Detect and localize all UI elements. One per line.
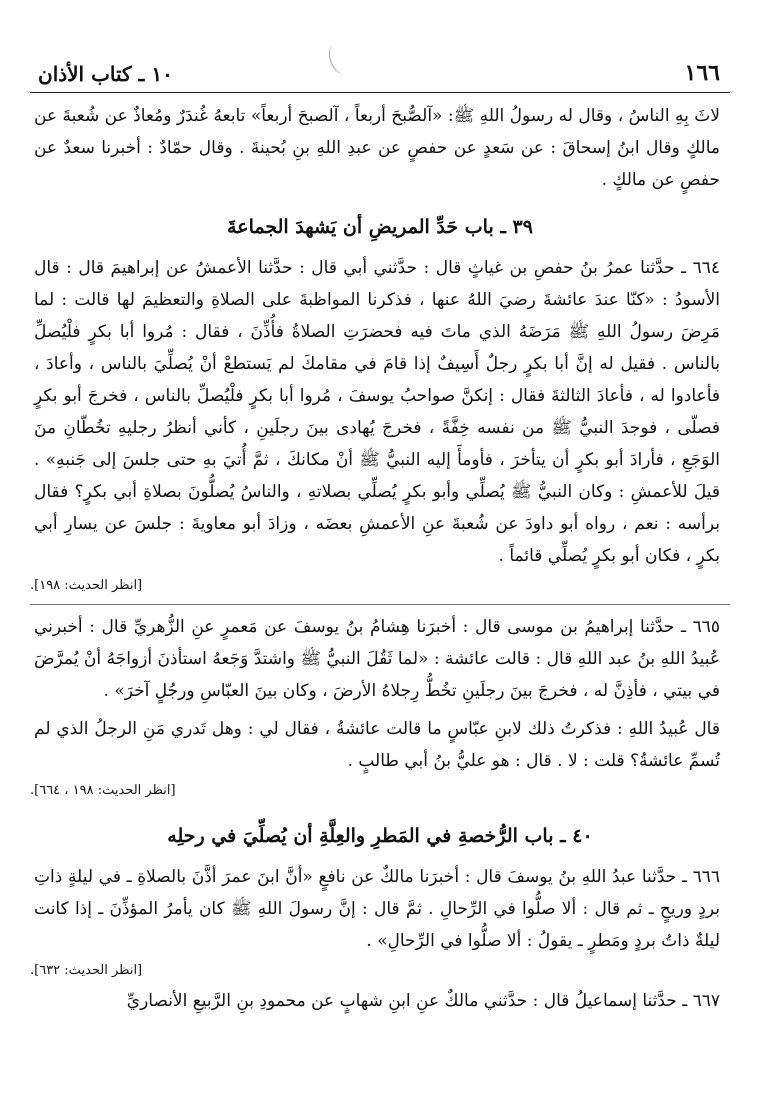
running-title: ١٠ ـ كتاب الأذان	[38, 62, 173, 86]
chapter-heading-39: ٣٩ ـ باب حَدِّ المريضِ أن يَشهدَ الجماعةَ	[227, 216, 533, 238]
hadith-667: ٦٦٧ ـ حدَّثنا إسماعيلُ قال : حدَّثني مالكٌ عنِ ابنِ شهابٍ عن محمودِ بنِ الرَّبيعِ الأنصاريِّ	[126, 991, 720, 1011]
hadith-665: ٦٦٥ ـ حدَّثنا إبراهيمُ بن موسى قال : أخبرَنا هِشامُ بنُ يوسفَ عن مَعمرٍ عنِ الزُّهريِّ قال : أخبرني عُبيدُ اللهِ بنُ عبد اللهِ قال : قالت عائشة : «لما ثَقُلَ النبيُّ ﷺ واشتدَّ وَجَعهُ استأذنَ أزواجَهُ أنْ يُمرَّضَ في بيتي ، فأذِنَّ له ، فخرجَ بينَ رجلَينِ تخُطُّ رِجلاهُ الأرضَ ، وكان بينَ العبّاسِ ورجُلٍ آخرَ» .	[34, 617, 720, 701]
reference-666: [انظر الحديث: ٦٣٢].	[30, 963, 143, 978]
reference-664: [انظر الحديث: ١٩٨].	[30, 578, 143, 593]
page-number: ١٦٦	[684, 60, 720, 86]
reference-665: [انظر الحديث: ١٩٨ ، ٦٦٤].	[30, 783, 176, 798]
page-header	[30, 58, 730, 93]
hadith-665-continuation: قال عُبيدُ اللهِ : فذكرتُ ذلك لابنِ عبّاسٍ ما قالت عائشةُ ، فقال لي : وهل تَدري مَنِ الرجلُ الذي لم تُسمِّ عائشةُ؟ قلت : لا . قال : هو عليُّ بنُ أبي طالبٍ .	[34, 719, 720, 771]
intro-paragraph: لاثَ بِهِ الناسُ ، وقال له رسولُ اللهِ ﷺ: «آلصُّبحَ أربعاً ، آلصبحَ أربعاً» تابعهُ غُندَرٌ ومُعاذٌ عن شُعبةَ عن مالكٍ وقال ابنُ إسحاقَ : عن سَعدٍ عن حفصٍ عن عبدِ اللهِ بنِ بُحينةَ . وقال حمّادٌ : أخبرنا سعدٌ عن حفصٍ عن مالكٍ .	[34, 106, 720, 190]
divider	[30, 604, 730, 605]
chapter-heading-40: ٤٠ ـ باب الرُّخصةِ في المَطرِ والعِلَّةِ أن يُصلِّيَ في رحلِه	[167, 825, 593, 847]
page-content	[30, 100, 730, 1017]
book-page	[30, 0, 730, 1098]
hadith-664: ٦٦٤ ـ حدَّثنا عمرُ بنُ حفصِ بن غياثٍ قال : حدَّثني أبي قال : حدَّثنا الأعمشُ عن إبراهيمَ قال : قال الأسودُ : «كنّا عندَ عائشةَ رضيَ اللهُ عنها ، فذكرنا المواظبةَ على الصلاةِ والتعظيمَ لها قالت : لما مَرِضَ رسولُ اللهِ ﷺ مَرَضَهُ الذي ماتَ فيه فحضرَتِ الصلاةُ فأُذِّنَ ، فقال : مُروا أبا بكرٍ فلْيُصلِّ بالناس . فقيل له إنَّ أبا بكرٍ رجلٌ أَسِيفٌ إذا قامَ في مقامكَ لم يَستطعْ أنْ يُصلِّيَ بالناس ، وأعادَ ، فأعادوا له ، فأعادَ الثالثةَ فقال : إنكنَّ صواحبُ يوسفَ ، مُروا أبا بكرٍ فلْيُصلِّ بالناس ، فخرجَ أبو بكرٍ فصلّى ، فوجدَ النبيُّ ﷺ من نفسه خِفَّةً ، فخرجَ يُهادى بينَ رجلَينِ ، كأني أنظرُ رجليهِ تخُطّانِ منَ الوَجَعِ ، فأرادَ أبو بكرٍ أن يتأخرَ ، فأومأَ إليه النبيُّ ﷺ أنْ مكانكَ ، ثمَّ أُتيَ بهِ حتى جلسَ إلى جَنبهِ» . قيلَ للأعمشِ : وكان النبيُّ ﷺ يُصلِّي وأبو بكرٍ يُصلِّي بصلاتهِ ، والناسُ يُصلُّونَ بصلاةِ أبي بكرٍ؟ فقال برأسه : نعم ، رواه أبو داودَ عن شُعبةَ عنِ الأعمشِ بعضَه ، وزادَ أبو معاويةَ : جلسَ عن يسارِ أبي بكرٍ ، فكان أبو بكرٍ يُصلِّي قائماً .	[34, 258, 720, 566]
hadith-666: ٦٦٦ ـ حدَّثنا عبدُ اللهِ بنُ يوسفَ قال : أخبرَنا مالكٌ عن نافعٍ «أنَّ ابنَ عمرَ أذَّنَ بالصلاةِ ـ في ليلةٍ ذاتِ بردٍ وريحٍ ـ ثم قال : ألا صلُّوا في الرِّحالِ . ثمَّ قال : إنَّ رسولَ اللهِ ﷺ كان يأمرُ المؤذِّنَ ـ إذا كانت ليلةٌ ذاتُ بردٍ ومَطرٍ ـ يقولُ : ألا صلُّوا في الرِّحالِ» .	[34, 867, 720, 951]
